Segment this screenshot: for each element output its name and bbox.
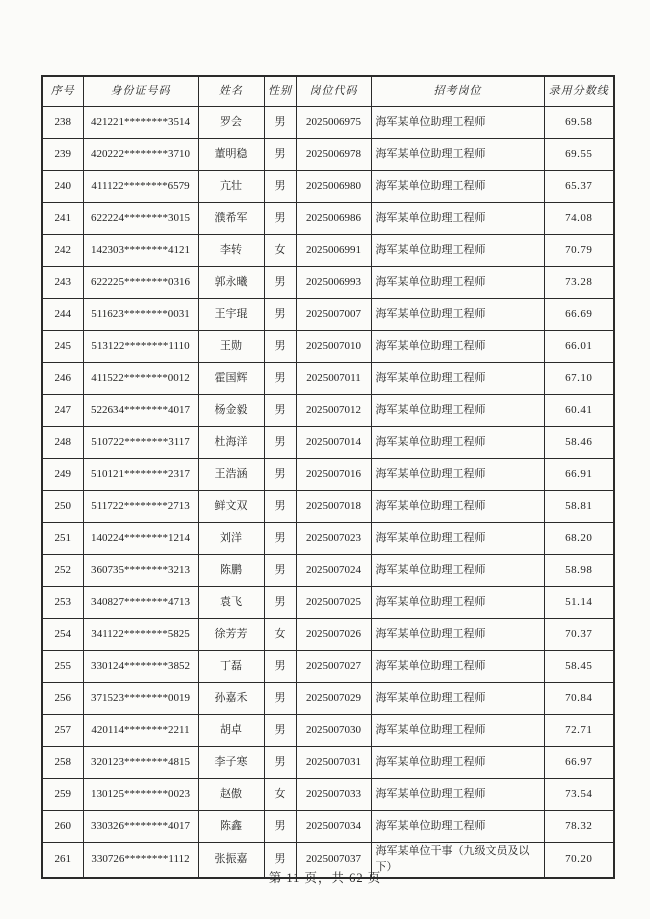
- cell-position: 海军某单位助理工程师: [371, 587, 544, 619]
- cell-score_line: 60.41: [544, 395, 614, 427]
- table-row: [42, 715, 614, 747]
- cell-score_line: 72.71: [544, 715, 614, 747]
- cell-index: 239: [42, 139, 83, 171]
- cell-index: 259: [42, 779, 83, 811]
- cell-index: 238: [42, 107, 83, 139]
- cell-position: 海军某单位助理工程师: [371, 267, 544, 299]
- cell-position_code: 2025007012: [296, 395, 371, 427]
- cell-gender: 男: [264, 139, 296, 171]
- cell-position: 海军某单位助理工程师: [371, 299, 544, 331]
- cell-index: 246: [42, 363, 83, 395]
- cell-id_number: 511722********2713: [83, 491, 198, 523]
- cell-id_number: 330326********4017: [83, 811, 198, 843]
- cell-position: 海军某单位助理工程师: [371, 619, 544, 651]
- column-header-name: 姓名: [198, 76, 264, 107]
- cell-gender: 男: [264, 715, 296, 747]
- table-row: [42, 235, 614, 267]
- cell-index: 248: [42, 427, 83, 459]
- table-row: [42, 779, 614, 811]
- cell-index: 258: [42, 747, 83, 779]
- score-table: [41, 75, 615, 879]
- cell-id_number: 330726********1112: [83, 843, 198, 878]
- cell-position: 海军某单位助理工程师: [371, 523, 544, 555]
- cell-position: 海军某单位助理工程师: [371, 683, 544, 715]
- cell-name: 胡卓: [198, 715, 264, 747]
- cell-name: 王宇琨: [198, 299, 264, 331]
- column-header-id_number: 身份证号码: [83, 76, 198, 107]
- cell-id_number: 421221********3514: [83, 107, 198, 139]
- cell-gender: 男: [264, 395, 296, 427]
- cell-name: 王勋: [198, 331, 264, 363]
- cell-score_line: 78.32: [544, 811, 614, 843]
- cell-score_line: 70.20: [544, 843, 614, 878]
- cell-index: 249: [42, 459, 83, 491]
- cell-position_code: 2025007033: [296, 779, 371, 811]
- cell-position_code: 2025007037: [296, 843, 371, 878]
- cell-gender: 男: [264, 555, 296, 587]
- cell-index: 247: [42, 395, 83, 427]
- cell-gender: 男: [264, 299, 296, 331]
- cell-score_line: 58.98: [544, 555, 614, 587]
- cell-id_number: 511623********0031: [83, 299, 198, 331]
- cell-position: 海军某单位干事（九级文员及以下）: [371, 843, 544, 878]
- cell-gender: 男: [264, 107, 296, 139]
- cell-id_number: 411122********6579: [83, 171, 198, 203]
- cell-gender: 男: [264, 459, 296, 491]
- cell-name: 袁飞: [198, 587, 264, 619]
- column-header-position_code: 岗位代码: [296, 76, 371, 107]
- cell-name: 杜海洋: [198, 427, 264, 459]
- cell-score_line: 51.14: [544, 587, 614, 619]
- cell-gender: 男: [264, 587, 296, 619]
- cell-position_code: 2025006993: [296, 267, 371, 299]
- cell-id_number: 130125********0023: [83, 779, 198, 811]
- cell-gender: 女: [264, 235, 296, 267]
- cell-gender: 男: [264, 203, 296, 235]
- cell-id_number: 622224********3015: [83, 203, 198, 235]
- table-row: [42, 523, 614, 555]
- cell-position: 海军某单位助理工程师: [371, 715, 544, 747]
- cell-position: 海军某单位助理工程师: [371, 747, 544, 779]
- cell-id_number: 330124********3852: [83, 651, 198, 683]
- cell-name: 李子寒: [198, 747, 264, 779]
- cell-index: 252: [42, 555, 83, 587]
- cell-id_number: 371523********0019: [83, 683, 198, 715]
- cell-position_code: 2025007029: [296, 683, 371, 715]
- cell-gender: 女: [264, 619, 296, 651]
- cell-gender: 男: [264, 843, 296, 878]
- cell-position_code: 2025007027: [296, 651, 371, 683]
- cell-position: 海军某单位助理工程师: [371, 459, 544, 491]
- cell-index: 261: [42, 843, 83, 878]
- cell-gender: 男: [264, 491, 296, 523]
- table-row: [42, 395, 614, 427]
- cell-name: 徐芳芳: [198, 619, 264, 651]
- cell-id_number: 341122********5825: [83, 619, 198, 651]
- cell-name: 鲜文双: [198, 491, 264, 523]
- cell-index: 241: [42, 203, 83, 235]
- cell-gender: 男: [264, 811, 296, 843]
- cell-position_code: 2025007024: [296, 555, 371, 587]
- cell-index: 260: [42, 811, 83, 843]
- table-row: [42, 811, 614, 843]
- cell-gender: 女: [264, 779, 296, 811]
- cell-score_line: 70.37: [544, 619, 614, 651]
- cell-index: 240: [42, 171, 83, 203]
- cell-position_code: 2025007016: [296, 459, 371, 491]
- table-body: [42, 107, 614, 878]
- cell-position_code: 2025007011: [296, 363, 371, 395]
- cell-index: 243: [42, 267, 83, 299]
- cell-position: 海军某单位助理工程师: [371, 395, 544, 427]
- cell-name: 郭永曦: [198, 267, 264, 299]
- cell-score_line: 73.28: [544, 267, 614, 299]
- cell-position: 海军某单位助理工程师: [371, 491, 544, 523]
- column-header-position: 招考岗位: [371, 76, 544, 107]
- table-row: [42, 331, 614, 363]
- table-row: [42, 139, 614, 171]
- cell-score_line: 69.55: [544, 139, 614, 171]
- cell-score_line: 58.45: [544, 651, 614, 683]
- table-row: [42, 683, 614, 715]
- table-row: [42, 587, 614, 619]
- table-row: [42, 107, 614, 139]
- cell-index: 245: [42, 331, 83, 363]
- table-row: [42, 299, 614, 331]
- table-row: [42, 619, 614, 651]
- cell-position: 海军某单位助理工程师: [371, 363, 544, 395]
- cell-position_code: 2025007030: [296, 715, 371, 747]
- cell-name: 濮希军: [198, 203, 264, 235]
- cell-position_code: 2025006986: [296, 203, 371, 235]
- cell-name: 陈鹏: [198, 555, 264, 587]
- cell-position_code: 2025006978: [296, 139, 371, 171]
- cell-id_number: 340827********4713: [83, 587, 198, 619]
- cell-position_code: 2025007007: [296, 299, 371, 331]
- cell-position: 海军某单位助理工程师: [371, 107, 544, 139]
- cell-id_number: 420222********3710: [83, 139, 198, 171]
- cell-position: 海军某单位助理工程师: [371, 427, 544, 459]
- cell-index: 257: [42, 715, 83, 747]
- cell-index: 254: [42, 619, 83, 651]
- cell-index: 256: [42, 683, 83, 715]
- table-row: [42, 491, 614, 523]
- cell-id_number: 420114********2211: [83, 715, 198, 747]
- cell-score_line: 74.08: [544, 203, 614, 235]
- table-row: [42, 555, 614, 587]
- cell-position_code: 2025007014: [296, 427, 371, 459]
- table-row: [42, 747, 614, 779]
- table-row: [42, 427, 614, 459]
- cell-id_number: 320123********4815: [83, 747, 198, 779]
- cell-position_code: 2025006975: [296, 107, 371, 139]
- cell-position_code: 2025007025: [296, 587, 371, 619]
- cell-position_code: 2025007031: [296, 747, 371, 779]
- column-header-gender: 性别: [264, 76, 296, 107]
- cell-position_code: 2025007026: [296, 619, 371, 651]
- cell-position: 海军某单位助理工程师: [371, 555, 544, 587]
- cell-score_line: 58.46: [544, 427, 614, 459]
- cell-score_line: 66.01: [544, 331, 614, 363]
- cell-position: 海军某单位助理工程师: [371, 331, 544, 363]
- cell-name: 罗会: [198, 107, 264, 139]
- cell-position: 海军某单位助理工程师: [371, 235, 544, 267]
- cell-index: 251: [42, 523, 83, 555]
- cell-position: 海军某单位助理工程师: [371, 203, 544, 235]
- cell-index: 255: [42, 651, 83, 683]
- cell-name: 王浩涵: [198, 459, 264, 491]
- cell-gender: 男: [264, 747, 296, 779]
- cell-name: 亢壮: [198, 171, 264, 203]
- column-header-score_line: 录用分数线: [544, 76, 614, 107]
- cell-name: 陈鑫: [198, 811, 264, 843]
- cell-gender: 男: [264, 523, 296, 555]
- cell-position_code: 2025007034: [296, 811, 371, 843]
- cell-index: 242: [42, 235, 83, 267]
- cell-score_line: 70.79: [544, 235, 614, 267]
- cell-position: 海军某单位助理工程师: [371, 139, 544, 171]
- cell-score_line: 67.10: [544, 363, 614, 395]
- cell-position: 海军某单位助理工程师: [371, 779, 544, 811]
- cell-name: 赵傲: [198, 779, 264, 811]
- cell-gender: 男: [264, 331, 296, 363]
- cell-id_number: 510121********2317: [83, 459, 198, 491]
- cell-score_line: 58.81: [544, 491, 614, 523]
- cell-name: 霍国辉: [198, 363, 264, 395]
- cell-name: 丁磊: [198, 651, 264, 683]
- table-row: [42, 267, 614, 299]
- page-footer: 第 11 页，共 62 页: [268, 871, 382, 885]
- cell-score_line: 66.69: [544, 299, 614, 331]
- cell-name: 杨金毅: [198, 395, 264, 427]
- cell-index: 253: [42, 587, 83, 619]
- table-header-row: [42, 76, 614, 107]
- cell-position: 海军某单位助理工程师: [371, 651, 544, 683]
- cell-id_number: 622225********0316: [83, 267, 198, 299]
- cell-score_line: 66.97: [544, 747, 614, 779]
- cell-score_line: 68.20: [544, 523, 614, 555]
- cell-name: 刘洋: [198, 523, 264, 555]
- cell-score_line: 65.37: [544, 171, 614, 203]
- column-header-index: 序号: [42, 76, 83, 107]
- table-row: [42, 363, 614, 395]
- cell-gender: 男: [264, 267, 296, 299]
- cell-id_number: 510722********3117: [83, 427, 198, 459]
- table-row: [42, 171, 614, 203]
- cell-name: 孙嘉禾: [198, 683, 264, 715]
- cell-index: 250: [42, 491, 83, 523]
- cell-id_number: 513122********1110: [83, 331, 198, 363]
- cell-gender: 男: [264, 651, 296, 683]
- cell-position: 海军某单位助理工程师: [371, 811, 544, 843]
- cell-position_code: 2025006991: [296, 235, 371, 267]
- cell-id_number: 411522********0012: [83, 363, 198, 395]
- cell-name: 李转: [198, 235, 264, 267]
- cell-index: 244: [42, 299, 83, 331]
- cell-position_code: 2025007010: [296, 331, 371, 363]
- cell-gender: 男: [264, 171, 296, 203]
- cell-score_line: 73.54: [544, 779, 614, 811]
- cell-name: 张振嘉: [198, 843, 264, 878]
- cell-gender: 男: [264, 427, 296, 459]
- cell-id_number: 140224********1214: [83, 523, 198, 555]
- cell-score_line: 70.84: [544, 683, 614, 715]
- cell-score_line: 69.58: [544, 107, 614, 139]
- cell-id_number: 360735********3213: [83, 555, 198, 587]
- cell-position_code: 2025007023: [296, 523, 371, 555]
- table-row: [42, 459, 614, 491]
- cell-name: 董明稳: [198, 139, 264, 171]
- table-row: [42, 203, 614, 235]
- cell-id_number: 522634********4017: [83, 395, 198, 427]
- cell-position: 海军某单位助理工程师: [371, 171, 544, 203]
- cell-position_code: 2025007018: [296, 491, 371, 523]
- cell-score_line: 66.91: [544, 459, 614, 491]
- cell-position_code: 2025006980: [296, 171, 371, 203]
- table-row: [42, 651, 614, 683]
- cell-id_number: 142303********4121: [83, 235, 198, 267]
- cell-gender: 男: [264, 363, 296, 395]
- cell-gender: 男: [264, 683, 296, 715]
